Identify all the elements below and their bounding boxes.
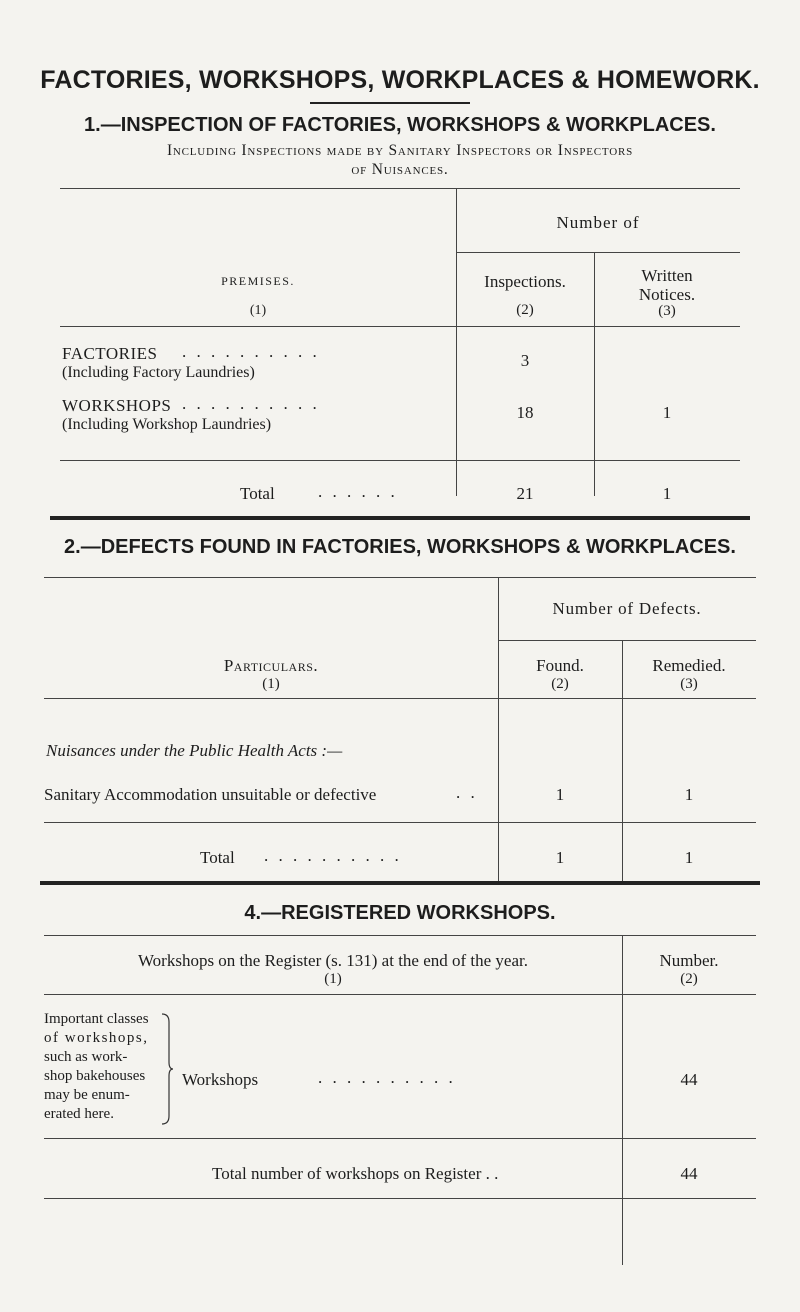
number-of-defects-header: Number of Defects.	[552, 599, 702, 618]
workshops-register-col-number: (1)	[324, 971, 342, 987]
table1-total-inspections: 21	[516, 484, 534, 503]
total-workshops-number: 44	[680, 1164, 698, 1183]
sanitary-accommodation-found: 1	[555, 785, 565, 804]
table2-total-found: 1	[555, 848, 565, 867]
note-line: such as work-	[44, 1049, 128, 1065]
premises-col-number: (1)	[249, 303, 267, 318]
inspections-header: Inspections.	[484, 272, 566, 291]
written-notices-header-line2: Notices.	[638, 285, 696, 304]
table1-total-notices: 1	[662, 484, 672, 503]
total-workshops-label: Total number of workshops on Register . .	[212, 1164, 499, 1183]
table2-total-label: Total	[200, 848, 235, 867]
page-title: FACTORIES, WORKSHOPS, WORKPLACES & HOMEWORK.	[40, 66, 760, 94]
important-classes-note	[44, 1010, 149, 1124]
workshops-subtext: (Including Workshop Laundries)	[62, 416, 272, 433]
premises-header: PREMISES.	[221, 274, 295, 288]
remedied-header: Remedied.	[652, 656, 726, 675]
table3-top-rule	[44, 935, 756, 936]
number-header: Number.	[659, 951, 719, 970]
workshops-leader-dots: . . . . . . . . . .	[182, 394, 320, 413]
curly-brace-icon	[160, 1012, 174, 1126]
table2-total-dots: . . . . . . . . . .	[264, 846, 402, 865]
sanitary-accommodation-label: Sanitary Accommodation unsuitable or defective	[44, 785, 377, 804]
number-of-header: Number of	[556, 213, 640, 232]
section1-title: 1.—INSPECTION OF FACTORIES, WORKSHOPS & WORKPLACES.	[84, 114, 716, 136]
section2-title: 2.—DEFECTS FOUND IN FACTORIES, WORKSHOPS & WORKPLACES.	[64, 536, 736, 558]
workshops-row-dots: . . . . . . . . . .	[318, 1068, 456, 1087]
table1-top-rule	[60, 188, 740, 189]
table2-total-remedied: 1	[684, 848, 694, 867]
nuisances-heading: Nuisances under the Public Health Acts :—	[46, 741, 343, 760]
particulars-header: Particulars.	[223, 656, 319, 675]
table3-bottom-rule	[44, 1198, 756, 1199]
table3-header-rule	[44, 994, 756, 995]
workshops-notices: 1	[662, 403, 672, 422]
table1-bottom-rule	[50, 516, 750, 520]
remedied-col-number: (3)	[680, 676, 698, 692]
title-underline	[310, 102, 470, 104]
factories-subtext: (Including Factory Laundries)	[62, 364, 255, 381]
table1-total-rule	[60, 460, 740, 461]
factories-inspections: 3	[520, 351, 530, 370]
factories-label: FACTORIES	[62, 344, 158, 363]
workshops-register-header: Workshops on the Register (s. 131) at the end of the year.	[137, 951, 528, 970]
table2-total-rule	[44, 822, 756, 823]
workshops-label: WORKSHOPS	[62, 396, 172, 415]
table2-col-divider-1	[498, 577, 499, 881]
sanitary-accommodation-dots: . .	[456, 783, 478, 802]
workshops-inspections: 18	[516, 403, 534, 422]
factories-leader-dots: . . . . . . . . . .	[182, 342, 320, 361]
table2-bottom-rule	[40, 881, 760, 885]
note-line: Important classes	[44, 1011, 149, 1027]
found-col-number: (2)	[551, 676, 569, 692]
number-col-number: (2)	[680, 971, 698, 987]
table1-header-rule	[60, 326, 740, 327]
table1-total-label: Total	[240, 484, 275, 503]
table3-total-rule	[44, 1138, 756, 1139]
note-line: shop bakehouses	[44, 1068, 146, 1084]
table1-col-divider-1	[456, 188, 457, 496]
written-notices-col-number: (3)	[658, 303, 676, 319]
table2-top-rule	[44, 577, 756, 578]
inspections-col-number: (2)	[516, 302, 534, 318]
workshops-row-label: Workshops	[182, 1070, 259, 1089]
workshops-row-number: 44	[680, 1070, 698, 1089]
written-notices-header-line1: Written	[641, 266, 693, 285]
particulars-col-number: (1)	[262, 676, 280, 692]
note-line: erated here.	[44, 1106, 114, 1122]
section1-subtitle-line1: Including Inspections made by Sanitary Inspectors or Inspectors	[166, 142, 634, 159]
note-line: may be enum-	[44, 1087, 130, 1103]
found-header: Found.	[536, 656, 584, 675]
note-line: of workshops,	[44, 1030, 149, 1046]
sanitary-accommodation-remedied: 1	[684, 785, 694, 804]
table2-header-rule	[44, 698, 756, 699]
table2-group-rule	[498, 640, 756, 641]
section4-title: 4.—REGISTERED WORKSHOPS.	[244, 902, 556, 924]
section1-subtitle-line2: of Nuisances.	[351, 161, 449, 178]
table1-group-rule	[456, 252, 740, 253]
table1-total-dots: . . . . . .	[318, 482, 398, 501]
